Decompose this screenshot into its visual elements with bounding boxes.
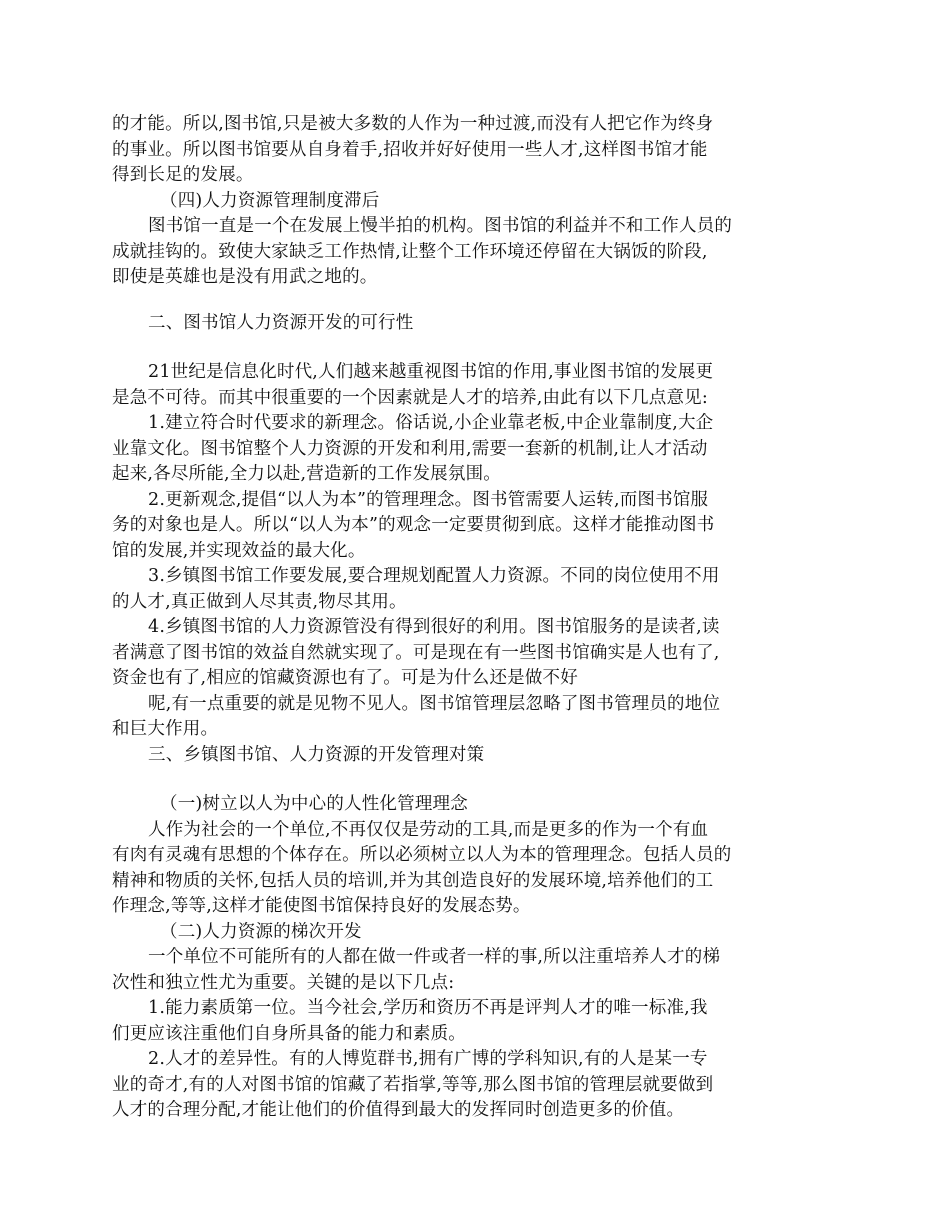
text-line: 和巨大作用。	[112, 719, 219, 739]
text-line: 人作为社会的一个单位,不再仅仅是劳动的工具,而是更多的作为一个有血	[148, 819, 709, 840]
paragraph-intro	[112, 112, 772, 189]
subheading-two: （二)人力资源的梯次开发	[160, 921, 362, 942]
text-line: 们更应该注重他们自身所具备的能力和素质。	[112, 1023, 466, 1044]
text-line: 21世纪是信息化时代,人们越来越重视图书馆的作用,事业图书馆的发展更	[148, 362, 714, 382]
spacer	[112, 291, 772, 311]
text-line: 次性和独立性尤为重要。关键的是以下几点:	[112, 972, 455, 993]
text-line: 1.能力素质第一位。当今社会,学历和资历不再是评判人才的唯一标准,我	[148, 998, 708, 1018]
text-line: 者满意了图书馆的效益自然就实现了。可是现在有一些图书馆确实是人也有了,	[112, 642, 720, 663]
list-item-1	[112, 411, 772, 488]
spacer	[112, 336, 772, 360]
spacer	[112, 768, 772, 792]
text-line: 是急不可待。而其中很重要的一个因素就是人才的培养,由此有以下几点意见:	[112, 387, 708, 408]
text-line: 3.乡镇图书馆工作要发展,要合理规划配置人力资源。不同的岗位使用不用	[148, 566, 720, 586]
document-page	[112, 112, 772, 1124]
section-two-title: 二、图书馆人力资源开发的可行性	[148, 312, 414, 333]
text-line: 呢,有一点重要的就是见物不见人。图书馆管理层忽略了图书管理员的地位	[148, 693, 721, 714]
list-item-4	[112, 615, 772, 692]
text-line: 一个单位不可能所有的人都在做一件或者一样的事,所以注重培养人才的梯	[148, 947, 721, 967]
text-line: 的事业。所以图书馆要从自身着手,招收并好好使用一些人才,这样图书馆才能	[112, 139, 708, 160]
section-three-title: 三、乡镇图书馆、人力资源的开发管理对策	[148, 744, 485, 765]
subheading-one: （一)树立以人为中心的人性化管理理念	[160, 794, 468, 814]
list-item-4-continued	[112, 692, 772, 743]
text-line: 作理念,等等,这样才能使图书馆保持良好的发展态势。	[112, 896, 531, 916]
subheading-four: （四)人力资源管理制度滞后	[160, 190, 380, 211]
paragraph-three-one	[112, 818, 772, 920]
text-line: 成就挂钩的。致使大家缺乏工作热情,让整个工作环境还停留在大锅饭的阶段,	[112, 241, 708, 262]
text-line: 4.乡镇图书馆的人力资源管没有得到很好的利用。图书馆服务的是读者,读	[148, 617, 720, 637]
list-item-3	[112, 564, 772, 615]
text-line: 即使是英雄也是没有用武之地的。	[112, 267, 378, 287]
text-line: 有肉有灵魂有思想的个体存在。所以必须树立以人为本的管理理念。包括人员的	[112, 845, 732, 865]
paragraph-four	[112, 214, 772, 291]
paragraph-section-two	[112, 360, 772, 411]
list-item-three-two-1	[112, 996, 772, 1047]
text-line: 的人才,真正做到人尽其责,物尽其用。	[112, 591, 407, 612]
text-line: 2.更新观念,提倡“以人为本”的管理理念。图书管需要人运转,而图书馆服	[148, 489, 709, 510]
text-line: 馆的发展,并实现效益的最大化。	[112, 540, 366, 561]
text-line: 精神和物质的关怀,包括人员的培训,并为其创造良好的发展环境,培养他们的工	[112, 870, 714, 891]
text-line: 务的对象也是人。所以“以人为本”的观念一定要贯彻到底。这样才能推动图书	[112, 515, 715, 535]
text-line: 业靠文化。图书馆整个人力资源的开发和利用,需要一套新的机制,让人才活动	[112, 438, 708, 459]
list-item-three-two-2	[112, 1047, 772, 1124]
text-line: 1.建立符合时代要求的新理念。俗话说,小企业靠老板,中企业靠制度,大企	[148, 413, 714, 433]
paragraph-three-two	[112, 945, 772, 996]
text-line: 的才能。所以,图书馆,只是被大多数的人作为一种过渡,而没有人把它作为终身	[112, 114, 714, 134]
text-line: 人才的合理分配,才能让他们的价值得到最大的发挥同时创造更多的价值。	[112, 1100, 685, 1120]
text-line: 业的奇才,有的人对图书馆的馆藏了若指掌,等等,那么图书馆的管理层就要做到	[112, 1074, 714, 1095]
text-line: 资金也有了,相应的馆藏资源也有了。可是为什么还是做不好	[112, 668, 578, 688]
text-line: 2.人才的差异性。有的人博览群书,拥有广博的学科知识,有的人是某一专	[148, 1049, 708, 1069]
text-line: 得到长足的发展。	[112, 165, 254, 185]
list-item-2	[112, 488, 772, 565]
text-line: 起来,各尽所能,全力以赴,营造新的工作发展氛围。	[112, 464, 501, 484]
text-line: 图书馆一直是一个在发展上慢半拍的机构。图书馆的利益并不和工作人员的	[148, 216, 733, 236]
